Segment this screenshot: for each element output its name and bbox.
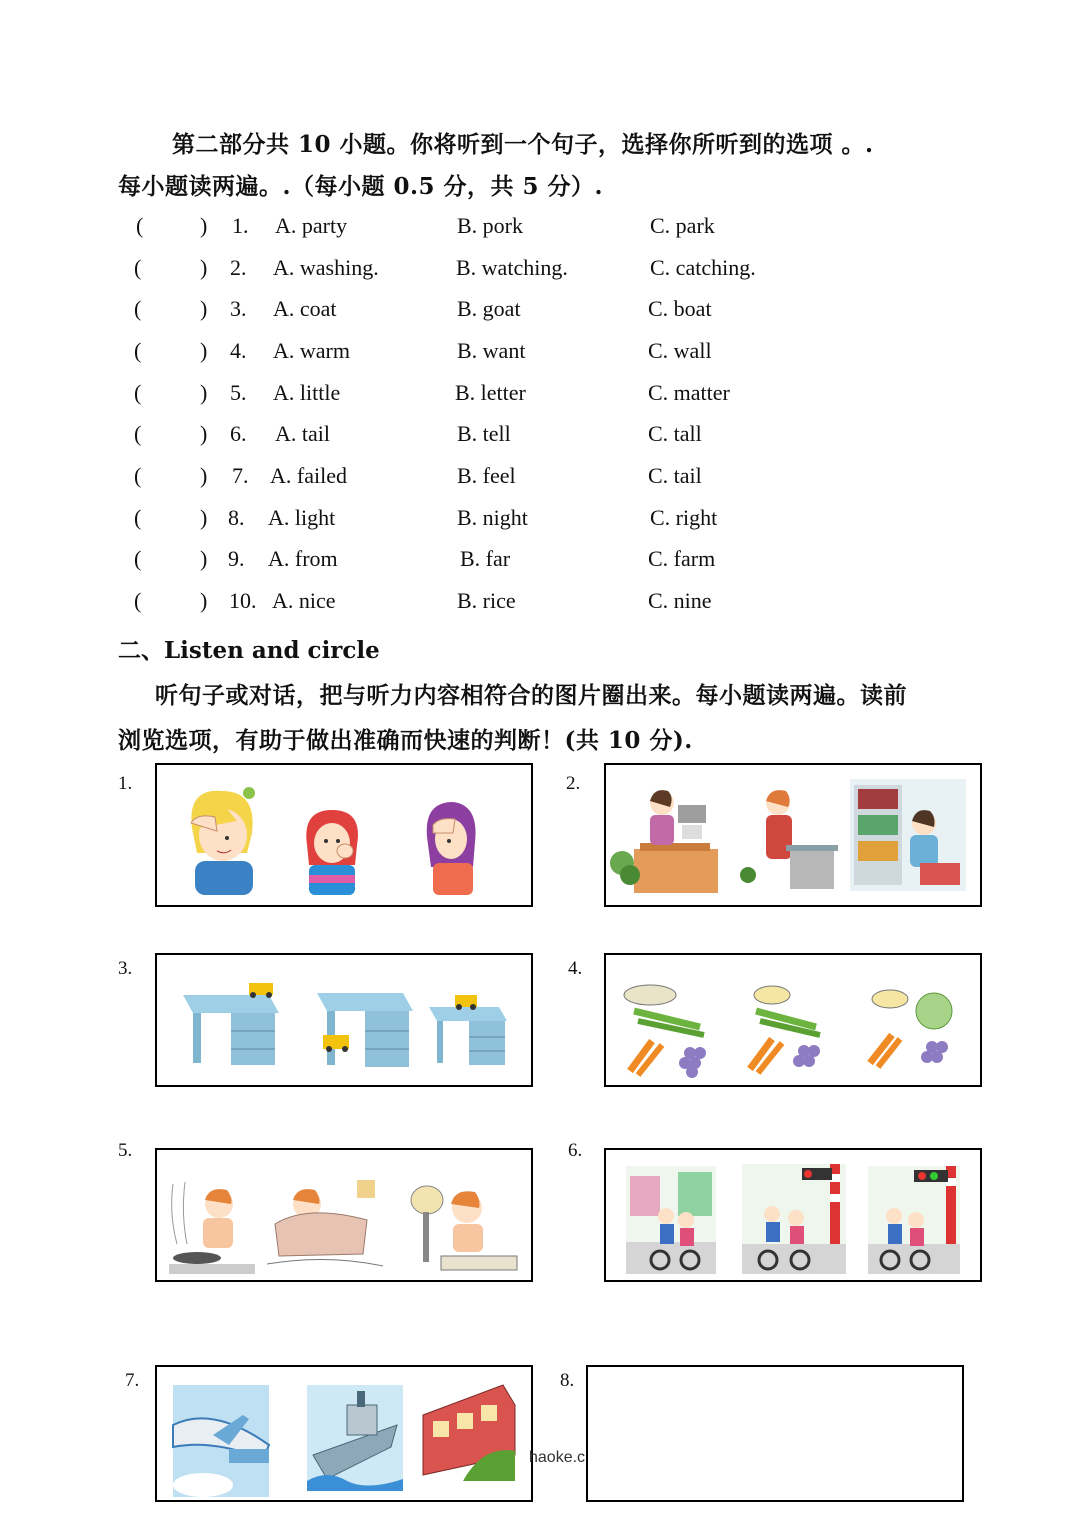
question-row [0,588,1075,628]
answer-paren-open: ( [136,213,144,238]
answer-paren-open: ( [134,505,142,530]
picture-question-number: 8. [560,1370,575,1391]
option-b: B. want [457,338,526,363]
option-a: A. from [268,546,338,571]
answer-paren-open: ( [134,588,142,613]
answer-paren-open: ( [134,338,142,363]
picture-box-1 [155,763,533,907]
question-row [0,338,1075,378]
picture-box-5 [155,1148,533,1282]
answer-paren-close: ) [200,505,208,530]
picture-box-3 [155,953,533,1087]
answer-paren-close: ) [200,421,208,446]
question-row [0,296,1075,336]
answer-paren-open: ( [134,421,142,446]
picture-question-number: 4. [568,958,583,979]
option-b: B. night [457,505,528,530]
egg-cabbage-carrots-grapes-icon[interactable] [864,985,964,1077]
option-c: C. catching. [650,255,756,280]
option-b: B. letter [455,380,526,405]
truck-on-desk-icon[interactable] [429,993,509,1069]
question-row [0,213,1075,253]
option-b: B. pork [457,213,523,238]
plane-icon[interactable] [173,1385,269,1497]
answer-paren-close: ) [200,588,208,613]
question-row [0,421,1075,461]
answer-paren-open: ( [134,546,142,571]
option-a: A. failed [270,463,347,488]
girl-fever-icon[interactable] [419,797,479,895]
question-row [0,380,1075,420]
option-b: B. rice [457,588,516,613]
picture-box-4 [604,953,982,1087]
ship-icon[interactable] [307,1385,403,1491]
option-b: B. watching. [456,255,568,280]
section2-instruction-line2: 浏览选项，有助于做出准确而快速的判断！(共 10 分). [118,727,693,754]
picture-question-number: 7. [125,1370,140,1391]
picture-box-6 [604,1148,982,1282]
section2-heading: 二、Listen and circle [118,637,380,664]
part2-intro-line1: 第二部分共 10 小题。你将听到一个句子，选择你所听到的选项 。. [172,131,874,158]
picture-question-number: 5. [118,1140,133,1161]
part2-intro-line2: 每小题读两遍。.（每小题 0.5 分，共 5 分）. [118,173,604,200]
cook-icon[interactable] [740,785,840,893]
kids-cycling-traffic-light-icon[interactable] [868,1166,960,1274]
answer-paren-open: ( [134,296,142,321]
option-a: A. coat [273,296,337,321]
kids-cycling-red-light-icon[interactable] [742,1164,846,1274]
watermark-text: haoke.c [529,1449,586,1466]
picture-box-2 [604,763,982,907]
kids-cycling-street-icon[interactable] [626,1166,716,1274]
answer-paren-open: ( [134,380,142,405]
question-number: 6. [230,421,247,446]
option-a: A. tail [275,421,330,446]
option-b: B. far [460,546,511,571]
answer-paren-close: ) [200,463,208,488]
question-row [0,546,1075,586]
picture-question-number: 2. [566,773,581,794]
option-b: B. goat [457,296,521,321]
fish-beans-carrots-grapes-icon[interactable] [616,983,716,1079]
option-c: C. tall [648,421,702,446]
shop-assistant-icon[interactable] [850,779,966,891]
option-c: C. right [650,505,718,530]
option-c: C. farm [648,546,716,571]
option-c: C. wall [648,338,712,363]
question-number: 7. [232,463,249,488]
question-row [0,463,1075,503]
question-number: 4. [230,338,247,363]
question-number: 9. [228,546,245,571]
option-a: A. light [268,505,336,530]
truck-on-desk-icon[interactable] [183,983,283,1069]
option-b: B. tell [457,421,511,446]
answer-paren-close: ) [200,296,208,321]
train-icon[interactable] [423,1385,515,1481]
answer-paren-open: ( [134,255,142,280]
answer-paren-open: ( [134,463,142,488]
section2-instruction-line1: 听句子或对话，把与听力内容相符合的图片圈出来。每小题读两遍。读前 [155,682,907,709]
office-worker-icon[interactable] [610,783,718,893]
option-c: C. nine [648,588,712,613]
answer-paren-close: ) [200,213,208,238]
girl-headache-icon[interactable] [177,783,267,895]
truck-under-desk-icon[interactable] [317,985,417,1071]
answer-paren-close: ) [200,546,208,571]
option-a: A. little [273,380,341,405]
picture-question-number: 1. [118,773,133,794]
question-row [0,505,1075,545]
boy-studying-icon[interactable] [401,1176,521,1278]
option-c: C. tail [648,463,702,488]
question-number: 5. [230,380,247,405]
option-a: A. nice [272,588,336,613]
option-b: B. feel [457,463,516,488]
question-number: 8. [228,505,245,530]
girl-toothache-icon[interactable] [297,805,367,895]
question-number: 2. [230,255,247,280]
picture-box-7 [155,1365,586,1502]
boy-cooking-icon[interactable] [163,1174,259,1278]
boy-sleeping-icon[interactable] [267,1174,383,1278]
option-c: C. matter [648,380,730,405]
answer-paren-close: ) [200,380,208,405]
egg-beans-carrots-grapes-icon[interactable] [744,983,844,1079]
option-c: C. boat [648,296,712,321]
picture-box-8 [586,1365,964,1502]
question-row [0,255,1075,295]
answer-paren-close: ) [200,338,208,363]
question-number: 10. [229,588,257,613]
picture-question-number: 6. [568,1140,583,1161]
option-a: A. party [275,213,348,238]
option-a: A. warm [273,338,350,363]
question-number: 1. [232,213,249,238]
option-a: A. washing. [273,255,379,280]
question-number: 3. [230,296,247,321]
answer-paren-close: ) [200,255,208,280]
picture-question-number: 3. [118,958,133,979]
option-c: C. park [650,213,715,238]
